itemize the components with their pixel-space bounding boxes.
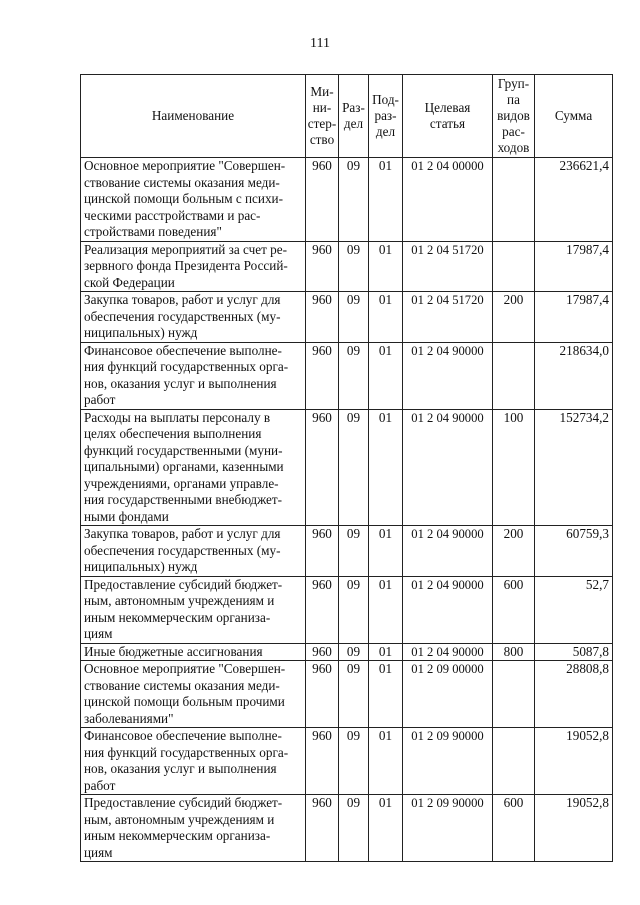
- cell-target: 01 2 04 90000: [403, 409, 493, 526]
- cell-section: 09: [339, 241, 369, 292]
- table-row: [81, 728, 613, 795]
- table-row: [81, 576, 613, 643]
- cell-group: 200: [493, 526, 535, 577]
- cell-name: Финансовое обеспечение выполне- ния функций государственных орга- нов, оказания услуг и выполнения работ: [81, 342, 306, 409]
- cell-section: 09: [339, 409, 369, 526]
- cell-ministry: 960: [306, 409, 339, 526]
- cell-group: 800: [493, 643, 535, 661]
- cell-target: 01 2 04 90000: [403, 643, 493, 661]
- cell-target: 01 2 04 90000: [403, 576, 493, 643]
- cell-sum: 28808,8: [535, 661, 613, 728]
- cell-subsection: 01: [369, 526, 403, 577]
- cell-sum: 19052,8: [535, 728, 613, 795]
- cell-target: 01 2 04 90000: [403, 526, 493, 577]
- table-row: [81, 158, 613, 242]
- cell-name: Предоставление субсидий бюджет- ным, автономным учреждениям и иным некоммерческим организа- циям: [81, 795, 306, 862]
- cell-name: Основное мероприятие "Совершен- ствование системы оказания меди- цинской помощи больным прочими заболеваниями": [81, 661, 306, 728]
- header-section: [339, 75, 369, 158]
- cell-ministry: 960: [306, 795, 339, 862]
- cell-subsection: 01: [369, 661, 403, 728]
- cell-ministry: 960: [306, 292, 339, 343]
- cell-name: Иные бюджетные ассигнования: [81, 643, 306, 661]
- table-row: [81, 409, 613, 526]
- cell-section: 09: [339, 158, 369, 242]
- cell-group: 600: [493, 576, 535, 643]
- cell-name: Финансовое обеспечение выполне- ния функций государственных орга- нов, оказания услуг и выполнения работ: [81, 728, 306, 795]
- header-ministry: [306, 75, 339, 158]
- cell-section: 09: [339, 643, 369, 661]
- header-target-label: Целевая статья: [424, 100, 471, 131]
- table-row: [81, 241, 613, 292]
- table-row: [81, 526, 613, 577]
- cell-target: 01 2 04 90000: [403, 342, 493, 409]
- header-target: [403, 75, 493, 158]
- page-number: 111: [310, 36, 330, 51]
- table-row: [81, 342, 613, 409]
- cell-ministry: 960: [306, 576, 339, 643]
- cell-name: Расходы на выплаты персоналу в целях обеспечения выполнения функций государственными (муни- ципальными) органами, казенными учреждениями, органами управле- ния государственными внебюджет- ными фондами: [81, 409, 306, 526]
- cell-target: 01 2 04 51720: [403, 292, 493, 343]
- table-row: [81, 795, 613, 862]
- table-row: [81, 292, 613, 343]
- cell-subsection: 01: [369, 241, 403, 292]
- cell-section: 09: [339, 342, 369, 409]
- table-header: [81, 75, 613, 158]
- cell-ministry: 960: [306, 342, 339, 409]
- cell-sum: 152734,2: [535, 409, 613, 526]
- cell-subsection: 01: [369, 292, 403, 343]
- cell-group: 600: [493, 795, 535, 862]
- cell-group: [493, 661, 535, 728]
- header-group-label: Груп- па видов рас- ходов: [497, 76, 530, 155]
- header-group: [493, 75, 535, 158]
- cell-group: [493, 728, 535, 795]
- cell-group: 200: [493, 292, 535, 343]
- cell-sum: 5087,8: [535, 643, 613, 661]
- cell-group: [493, 158, 535, 242]
- cell-name: Закупка товаров, работ и услуг для обеспечения государственных (му- ниципальных) нужд: [81, 526, 306, 577]
- cell-subsection: 01: [369, 342, 403, 409]
- cell-sum: 52,7: [535, 576, 613, 643]
- cell-sum: 236621,4: [535, 158, 613, 242]
- cell-subsection: 01: [369, 576, 403, 643]
- cell-sum: 19052,8: [535, 795, 613, 862]
- cell-section: 09: [339, 576, 369, 643]
- cell-target: 01 2 09 00000: [403, 661, 493, 728]
- cell-subsection: 01: [369, 795, 403, 862]
- cell-name: Реализация мероприятий за счет ре- зервного фонда Президента Россий- ской Федерации: [81, 241, 306, 292]
- cell-sum: 17987,4: [535, 292, 613, 343]
- table-body: [81, 158, 613, 862]
- cell-ministry: 960: [306, 661, 339, 728]
- cell-ministry: 960: [306, 241, 339, 292]
- cell-group: [493, 342, 535, 409]
- cell-target: 01 2 09 90000: [403, 728, 493, 795]
- cell-section: 09: [339, 728, 369, 795]
- header-ministry-label: Ми- ни- стер- ство: [307, 84, 337, 147]
- cell-ministry: 960: [306, 158, 339, 242]
- cell-sum: 60759,3: [535, 526, 613, 577]
- header-name: [81, 75, 306, 158]
- header-section-label: Раз- дел: [342, 100, 365, 131]
- cell-section: 09: [339, 526, 369, 577]
- cell-ministry: 960: [306, 643, 339, 661]
- cell-section: 09: [339, 661, 369, 728]
- table-row: [81, 643, 613, 661]
- cell-subsection: 01: [369, 643, 403, 661]
- cell-name: Предоставление субсидий бюджет- ным, автономным учреждениям и иным некоммерческим организа- циям: [81, 576, 306, 643]
- cell-subsection: 01: [369, 158, 403, 242]
- header-subsection: [369, 75, 403, 158]
- cell-name: Основное мероприятие "Совершен- ствование системы оказания меди- цинской помощи больным с психи- ческими расстройствами и рас- стройствами поведения": [81, 158, 306, 242]
- cell-ministry: 960: [306, 526, 339, 577]
- cell-section: 09: [339, 795, 369, 862]
- header-subsection-label: Под- раз- дел: [372, 92, 399, 139]
- cell-sum: 17987,4: [535, 241, 613, 292]
- table-row: [81, 661, 613, 728]
- cell-sum: 218634,0: [535, 342, 613, 409]
- header-row: [81, 75, 613, 158]
- budget-table: [80, 74, 613, 862]
- cell-section: 09: [339, 292, 369, 343]
- header-sum: [535, 75, 613, 158]
- cell-subsection: 01: [369, 728, 403, 795]
- cell-target: 01 2 04 00000: [403, 158, 493, 242]
- cell-target: 01 2 04 51720: [403, 241, 493, 292]
- cell-ministry: 960: [306, 728, 339, 795]
- cell-group: [493, 241, 535, 292]
- cell-group: 100: [493, 409, 535, 526]
- header-sum-label: Сумма: [554, 108, 593, 123]
- cell-target: 01 2 09 90000: [403, 795, 493, 862]
- cell-subsection: 01: [369, 409, 403, 526]
- cell-name: Закупка товаров, работ и услуг для обеспечения государственных (му- ниципальных) нужд: [81, 292, 306, 343]
- header-name-label: Наименование: [151, 108, 235, 123]
